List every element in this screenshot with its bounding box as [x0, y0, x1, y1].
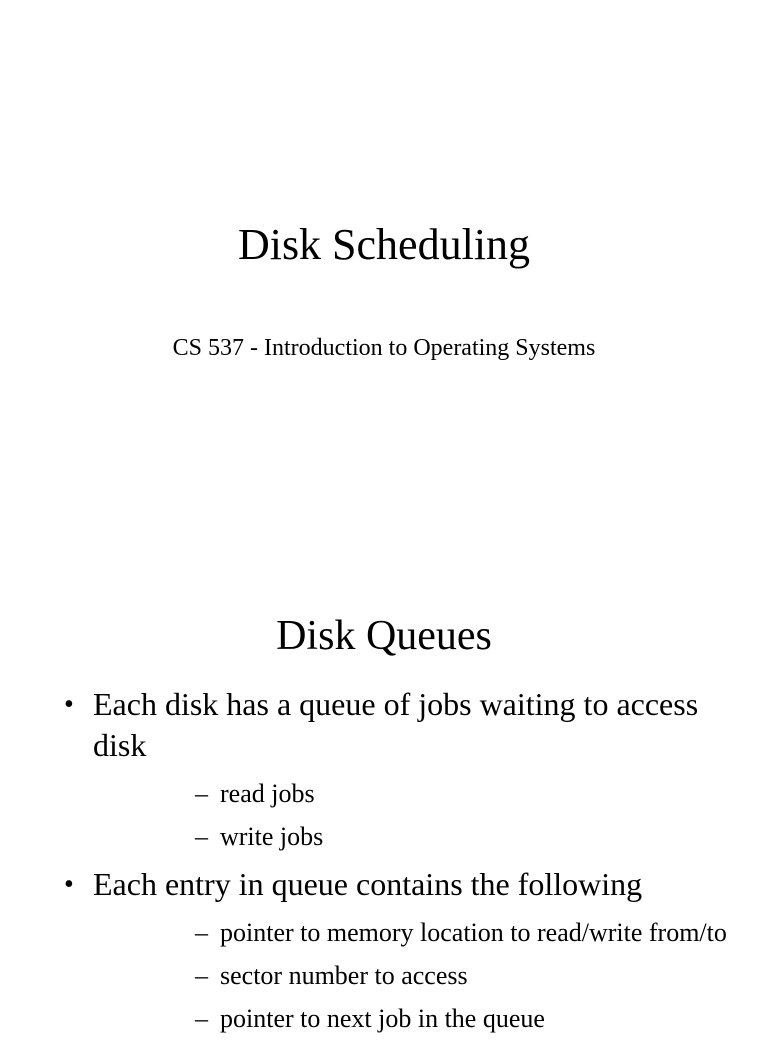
dash-marker: –: [195, 918, 208, 947]
dash-marker: –: [195, 961, 208, 990]
slide-title: Disk Scheduling: [237, 220, 531, 269]
sub-bullet-text: pointer to next job in the queue: [220, 1004, 545, 1033]
bullet-text: Each entry in queue contains the following: [93, 866, 643, 902]
sub-bullet-text: pointer to memory location to read/write from/to: [220, 918, 727, 947]
sub-bullet-text: write jobs: [220, 822, 324, 851]
sub-bullet-list: [93, 911, 728, 1040]
dash-marker: –: [195, 1004, 208, 1033]
sub-bullet-item: [93, 997, 728, 1040]
bullet-text: Each disk has a queue of jobs waiting to access disk: [93, 686, 699, 763]
bullet-marker: •: [64, 689, 74, 720]
bullet-item: [0, 684, 768, 858]
slide-title: Disk Queues: [276, 613, 492, 659]
sub-bullet-text: read jobs: [220, 779, 315, 808]
content-slide: [0, 576, 768, 1033]
sub-bullet-text: sector number to access: [220, 961, 468, 990]
dash-marker: –: [195, 822, 208, 851]
slide-subtitle: CS 537 - Introduction to Operating Systems: [172, 335, 596, 361]
bullet-marker: •: [64, 869, 74, 900]
sub-bullet-item: [93, 815, 728, 858]
bullet-list: [0, 684, 768, 1046]
bullet-item: [0, 864, 768, 1040]
sub-bullet-item: [93, 772, 728, 815]
sub-bullet-item: [93, 954, 728, 997]
dash-marker: –: [195, 779, 208, 808]
sub-bullet-list: [93, 772, 728, 858]
sub-bullet-item: [93, 911, 728, 954]
